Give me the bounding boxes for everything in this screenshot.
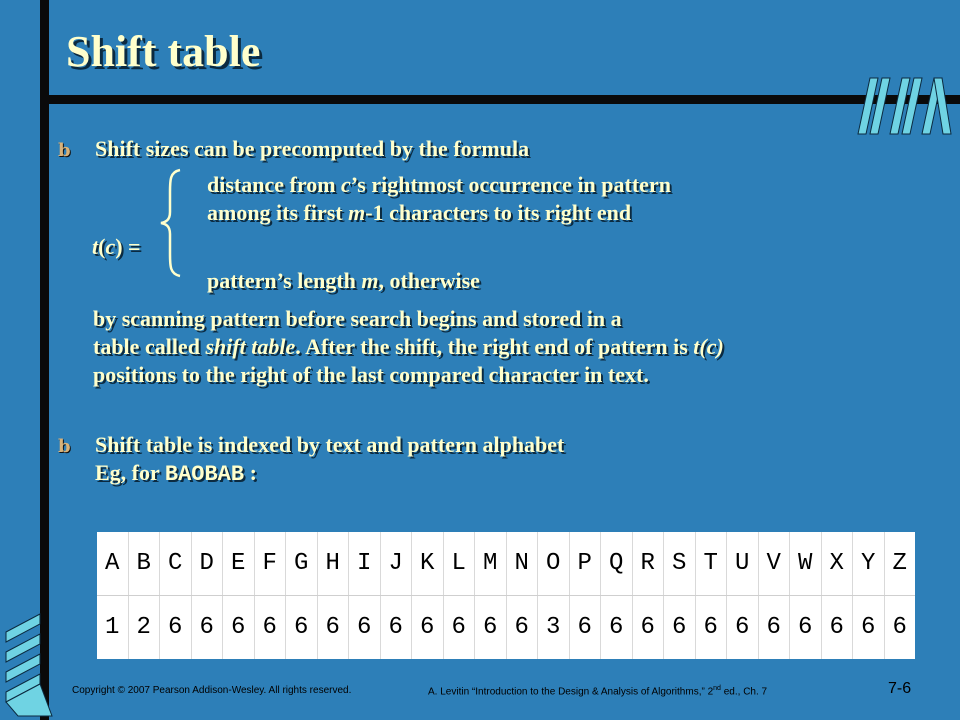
paragraph-line2: table called shift table. After the shift, the right end of pattern is t(c): [93, 334, 724, 359]
paragraph-line3: positions to the right of the last compared character in text.: [93, 362, 649, 387]
shift-table-letter-cell: D: [191, 532, 223, 596]
shift-table-value-cell: 6: [569, 596, 601, 660]
shift-table-letter-cell: O: [538, 532, 570, 596]
shift-table-value-cell: 6: [380, 596, 412, 660]
shift-table-value-cell: 3: [538, 596, 570, 660]
shift-table-value-cell: 6: [317, 596, 349, 660]
bullet2-line2: Eg, for BAOBAB :: [95, 460, 257, 487]
shift-table-value-cell: 6: [727, 596, 759, 660]
shift-table-letter-cell: C: [160, 532, 192, 596]
shift-table-value-cell: 6: [191, 596, 223, 660]
shift-table-value-cell: 6: [443, 596, 475, 660]
shift-table-value-cell: 6: [349, 596, 381, 660]
shift-table-value-cell: 6: [821, 596, 853, 660]
shift-table-value-cell: 6: [223, 596, 255, 660]
slide-title: Shift table: [66, 27, 261, 76]
corner-logo-icon: [0, 610, 60, 720]
shift-table-value-cell: 6: [506, 596, 538, 660]
shift-table-value-cell: 1: [105, 614, 120, 641]
shift-table-value-cell: 6: [695, 596, 727, 660]
shift-table-letter-cell: U: [727, 532, 759, 596]
shift-table-letter-cell: R: [632, 532, 664, 596]
shift-table-letter-cell: Z: [884, 532, 915, 596]
bullet-icon: b: [58, 140, 71, 161]
shift-table-value-cell: 6: [475, 596, 507, 660]
bullet2-line1: Shift table is indexed by text and pattern alphabet: [95, 432, 565, 457]
bullet-icon: b: [58, 436, 71, 457]
formula-case2: pattern’s length m, otherwise: [207, 268, 480, 293]
bullet1-text: Shift sizes can be precomputed by the formula: [95, 136, 530, 161]
shift-table-letter-cell: W: [790, 532, 822, 596]
shift-table-value-cell: 2: [128, 596, 160, 660]
publisher-logo-icon: [856, 74, 952, 136]
paragraph-line1: by scanning pattern before search begins and stored in a: [93, 306, 622, 331]
shift-table-letters-row: [97, 532, 915, 596]
shift-table-letter-cell: S: [664, 532, 696, 596]
shift-table-letter-cell: M: [475, 532, 507, 596]
shift-table-values-row: [97, 596, 915, 660]
brace-icon: [158, 168, 188, 278]
shift-table-letter-cell: X: [821, 532, 853, 596]
shift-table-letter-cell: F: [254, 532, 286, 596]
shift-table-letter-cell: L: [443, 532, 475, 596]
shift-table-letter-cell: P: [569, 532, 601, 596]
shift-table-letter-cell: T: [695, 532, 727, 596]
shift-table-letter-cell: A: [97, 532, 128, 596]
shift-table-letter-cell: B: [128, 532, 160, 596]
shift-table-value-cell: 6: [601, 596, 633, 660]
shift-table-letter-cell: E: [223, 532, 255, 596]
shift-table: [97, 532, 915, 659]
shift-table-value-cell: 6: [160, 596, 192, 660]
shift-table-letter-cell: G: [286, 532, 318, 596]
citation-text: A. Levitin “Introduction to the Design & Analysis of Algorithms,” 2nd ed., Ch. 7: [428, 685, 768, 698]
shift-table-value-cell: 6: [884, 596, 915, 660]
formula-case1-line2: among its first m-1 characters to its right end: [207, 200, 632, 225]
shift-table-value-cell: 6: [790, 596, 822, 660]
shift-table-letter-cell: J: [380, 532, 412, 596]
shift-table-letter-cell: H: [317, 532, 349, 596]
copyright-text: Copyright © 2007 Pearson Addison-Wesley. All rights reserved.: [72, 685, 352, 696]
page-number: 7-6: [888, 680, 912, 697]
shift-table-value-cell: 6: [286, 596, 318, 660]
shift-table-letter-cell: K: [412, 532, 444, 596]
shift-table-letter-cell: N: [506, 532, 538, 596]
formula-case1-line1: distance from c’s rightmost occurrence in pattern: [207, 172, 671, 197]
frame-horizontal-bar: [40, 95, 960, 104]
shift-table-value-cell: 6: [254, 596, 286, 660]
shift-table-value-cell: 6: [664, 596, 696, 660]
shift-table-value-cell: 6: [412, 596, 444, 660]
shift-table-value-cell: 6: [758, 596, 790, 660]
shift-table-letter-cell: V: [758, 532, 790, 596]
shift-table-letter-cell: I: [349, 532, 381, 596]
shift-table-value-cell: 6: [632, 596, 664, 660]
shift-table-value-cell: 6: [853, 596, 885, 660]
shift-table-letter-cell: Y: [853, 532, 885, 596]
formula-lhs: t(c) =: [92, 234, 141, 259]
shift-table-letter-cell: Q: [601, 532, 633, 596]
